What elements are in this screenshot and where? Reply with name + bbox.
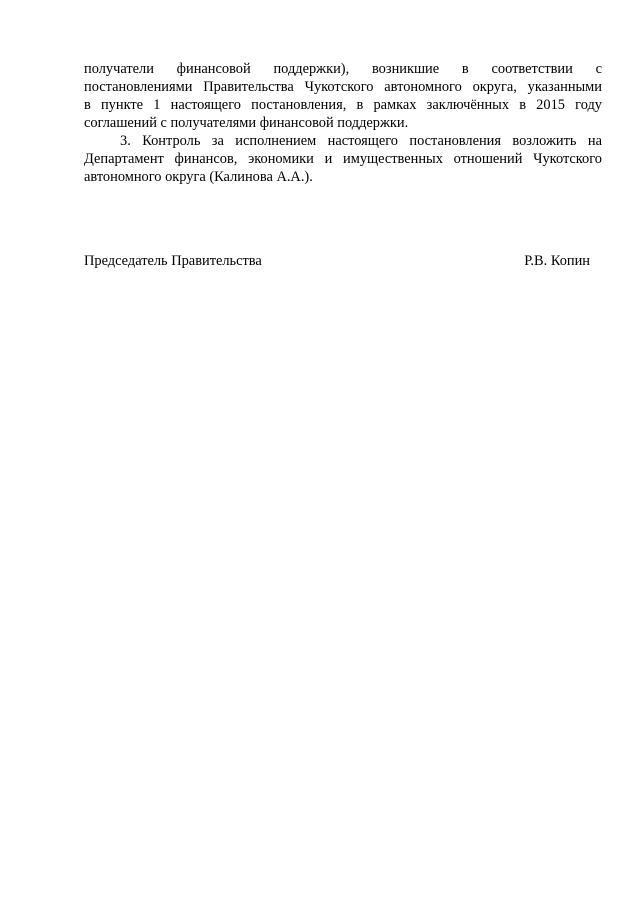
text-line: Департамент финансов, экономики и имущественных отношений Чукотского [84, 151, 602, 167]
text-line: постановлениями Правительства Чукотского автономного округа, указанными [84, 79, 602, 95]
signatory-name: Р.В. Копин [524, 253, 590, 269]
text-line: соглашений с получателями финансовой поддержки. [84, 115, 409, 131]
paragraph-3 [84, 132, 602, 186]
text-line: 3. Контроль за исполнением настоящего постановления возложить на [120, 133, 602, 149]
text-line: автономного округа (Калинова А.А.). [84, 169, 313, 185]
document-body [84, 60, 602, 186]
text-line: в пункте 1 настоящего постановления, в рамках заключённых в 2015 году [84, 97, 602, 113]
paragraph-continuation [84, 60, 602, 132]
signatory-position: Председатель Правительства [84, 253, 262, 269]
text-line: получатели финансовой поддержки), возникшие в соответствии с [84, 61, 602, 77]
signature-block [84, 252, 590, 270]
